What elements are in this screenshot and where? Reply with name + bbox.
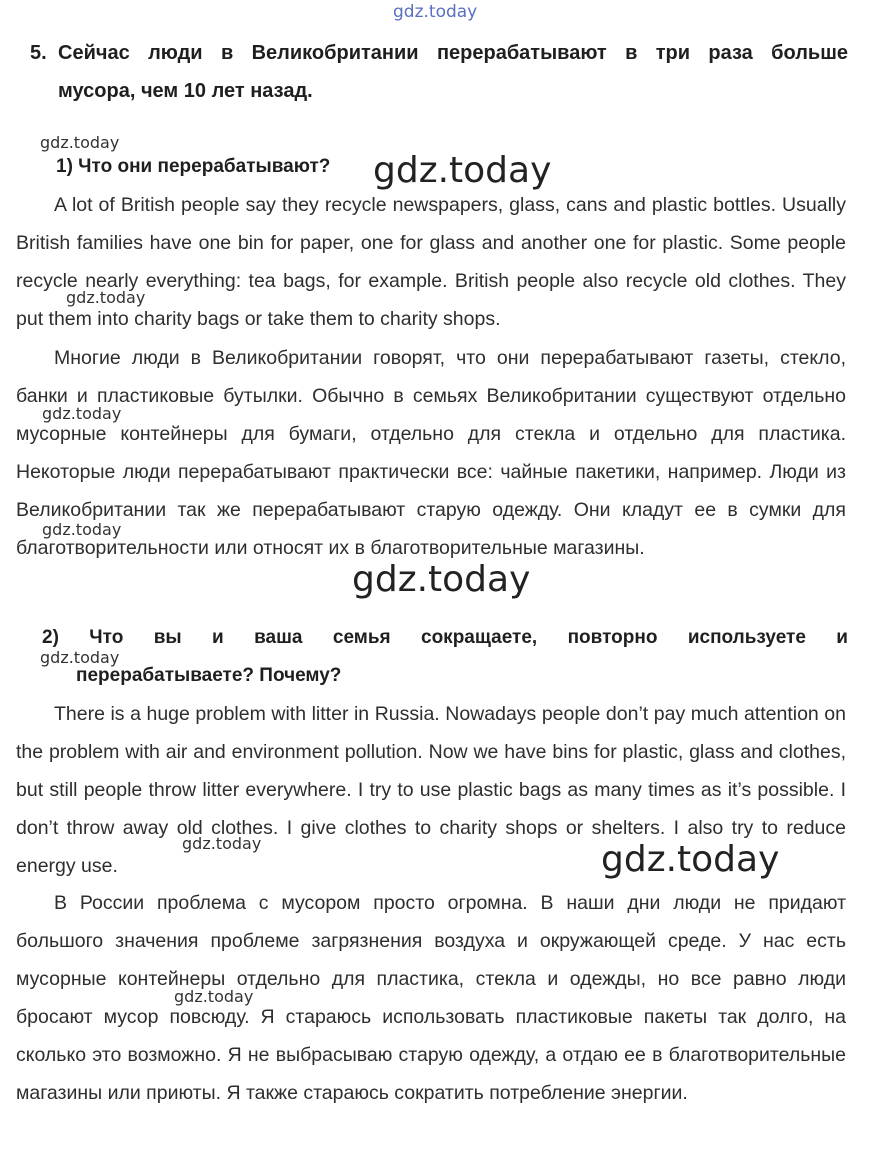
section1-question: 1) Что они перерабатывают? — [56, 156, 331, 177]
watermark-small: gdz.today — [40, 133, 120, 152]
watermark-top: gdz.today — [393, 2, 478, 22]
section1-answer-en-text: A lot of British people say they recycle newspapers, glass, cans and plastic bottles. Usually British families have one bin for paper, one for glass and another one for plastic. Some people recycle nearly everything: tea bags, for example. British people also recycle old clothes. They put them into charity bags or take them to charity shops. — [16, 194, 846, 330]
section1-answer-en — [16, 186, 846, 338]
watermark-small: gdz.today — [42, 404, 122, 423]
watermark-small: gdz.today — [40, 648, 120, 667]
section2-question-line1: 2) Что вы и ваша семья сокращаете, повторно используете и — [42, 627, 848, 648]
watermark-large: gdz.today — [373, 150, 552, 191]
section2-question-line2: перерабатываете? Почему? — [76, 665, 342, 686]
section2-answer-ru-text: В России проблема с мусором просто огромна. В наши дни люди не придают большого значения проблеме загрязнения воздуха и окружающей среде. У нас есть мусорные контейнеры отдельно для пластика, стекла и одежды, но все равно люди бросают мусор повсюду. Я стараюсь использовать пластиковые пакеты так долго, на сколько это возможно. Я не выбрасываю старую одежду, а отдаю ее в благотворительные магазины или приюты. Я также стараюсь сократить потребление энергии. — [16, 892, 846, 1104]
section2-answer-ru — [16, 884, 846, 1112]
section2-answer-en-text: There is a huge problem with litter in Russia. Nowadays people don’t pay much attention on the problem with air and environment pollution. Now we have bins for plastic, glass and clothes, but still people throw litter everywhere. I try to use plastic bags as many times as it’s possible. I don’t throw away old clothes. I give clothes to charity shops or shelters. I also try to reduce energy use. — [16, 703, 846, 877]
watermark-large: gdz.today — [601, 839, 780, 880]
section1-answer-ru — [16, 339, 846, 567]
watermark-small: gdz.today — [182, 834, 262, 853]
watermark-small: gdz.today — [174, 987, 254, 1006]
task-title-line1: Сейчас люди в Великобритании перерабатывают в три раза больше — [58, 42, 848, 64]
watermark-large: gdz.today — [352, 559, 531, 600]
watermark-small: gdz.today — [42, 520, 122, 539]
task-number: 5. — [30, 42, 47, 64]
task-title-line2: мусора, чем 10 лет назад. — [58, 80, 313, 102]
watermark-small: gdz.today — [66, 288, 146, 307]
section1-answer-ru-text: Многие люди в Великобритании говорят, что они перерабатывают газеты, стекло, банки и пластиковые бутылки. Обычно в семьях Великобритании существуют отдельно мусорные контейнеры для бумаги, отдельно для стекла и отдельно для пластика. Некоторые люди перерабатывают практически все: чайные пакетики, например. Люди из Великобритании так же перерабатывают старую одежду. Они кладут ее в сумки для благотворительности или относят их в благотворительные магазины. — [16, 347, 846, 559]
